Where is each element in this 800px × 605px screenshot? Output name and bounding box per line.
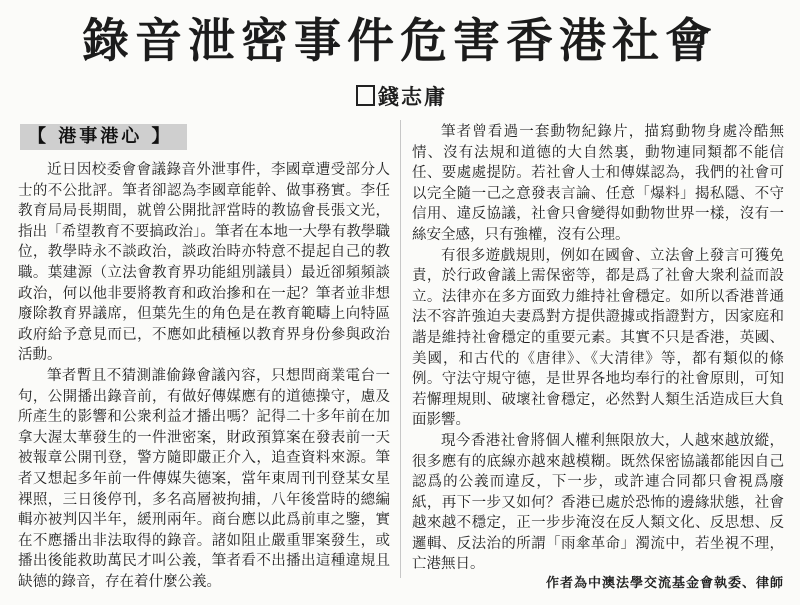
byline xyxy=(356,84,447,110)
headline: 錄音泄密事件危害香港社會 xyxy=(82,14,718,69)
right-paragraph-1: 筆者曾看過一套動物紀錄片，描寫動物身處冷酷無情、沒有法規和道德的大自然裏，動物連同類都不能信任、要處處提防。若社會人士和傳媒認為，我們的社會可以完全隨一己之意發表言論、任意「爆料」揭私隱、不守信用、違反協議，社會只會變得如動物世界一樣，沒有一絲安全感，只有強權，沒有公理。 xyxy=(412,124,784,243)
left-paragraph-1: 近日因校委會會議錄音外泄事件，李國章遭受部分人士的不公批評。筆者卻認為李國章能幹、做事務實。李任教育局局長期間，就曾公開批評當時的教協會長張文光，指出「希望教育不要搞政治」。筆者在本地一大學有教學職位，教學時永不談政治，談政治時亦特意不提起自己的教職。葉建源（立法會教育界功能組別議員）最近卻頻頻談政治，何以他非要將教育和政治摻和在一起？筆者並非想廢除教育界議席，但葉先生的角色是在教育範疇上向特區政府給予意見而已，不應如此積極以教育界身份參與政治活動。 xyxy=(18,162,390,364)
right-paragraph-2: 有很多遊戲規則，例如在國會、立法會上發言可獲免責，於行政會議上需保密等，都是爲了社會大衆利益而設立。法律亦在多方面致力維持社會穩定。如所以香港普通法不容許強迫夫妻爲對方提供證據或指證對方，因家庭和諧是維持社會穩定的重要元素。其實不只是香港，英國、美國，和古代的《唐律》、《大清律》等，都有類似的條例。守法守規守德，是世界各地均奉行的社會原則，可知若懈理規則、破壞社會穩定，必然對人類生活造成巨大負面影響。 xyxy=(412,247,784,429)
author-note: 作者為中澳法學交流基金會執委、律師 xyxy=(545,576,784,591)
column-divider xyxy=(400,120,401,578)
right-paragraph-3: 現今香港社會將個人權利無限放大，人越來越放縱，很多應有的底線亦越來越模糊。既然保密協議都能因自己認爲的公義而違反，下一步，或許連合同都只會視爲廢紙，再下一步又如何？香港已處於恐怖的邊緣狀態，社會越來越不穩定，正一步步淹沒在反人類文化、反思想、反邏輯、反法治的所謂「雨傘革命」濁流中，若坐視不理，亡港無日。 xyxy=(412,432,784,573)
left-column xyxy=(18,122,390,592)
left-paragraph-2: 筆者暫且不猜測誰偷錄會議內容，只想問商業電台一句，公開播出錄音前，有做好傳媒應有的道德操守，慮及所產生的影響和公衆利益才播出嗎？記得二十多年前在加拿大渥太華發生的一件泄密案，財政預算案在發表前一天被報章公開刊登，警方隨即嚴正介入，追查資料來源。筆者又想起多年前一件傳媒失德案，當年東周刊刊登某女星裸照，三日後停刊，多名高層被拘捕，八年後當時的總編輯亦被判囚半年，緩刑兩年。商台應以此爲前車之鑒，實在不應播出非法取得的錄音。諸如阻止嚴重罪案發生，或播出後能救助萬民才叫公義，筆者看不出播出這種違規且缺德的錄音，存在着什麼公義。 xyxy=(18,367,390,590)
column-banner: 【 港事港心 】 xyxy=(20,124,187,150)
right-column xyxy=(412,122,784,575)
byline-box-icon xyxy=(356,85,375,106)
byline-name: 錢志庸 xyxy=(378,84,447,109)
